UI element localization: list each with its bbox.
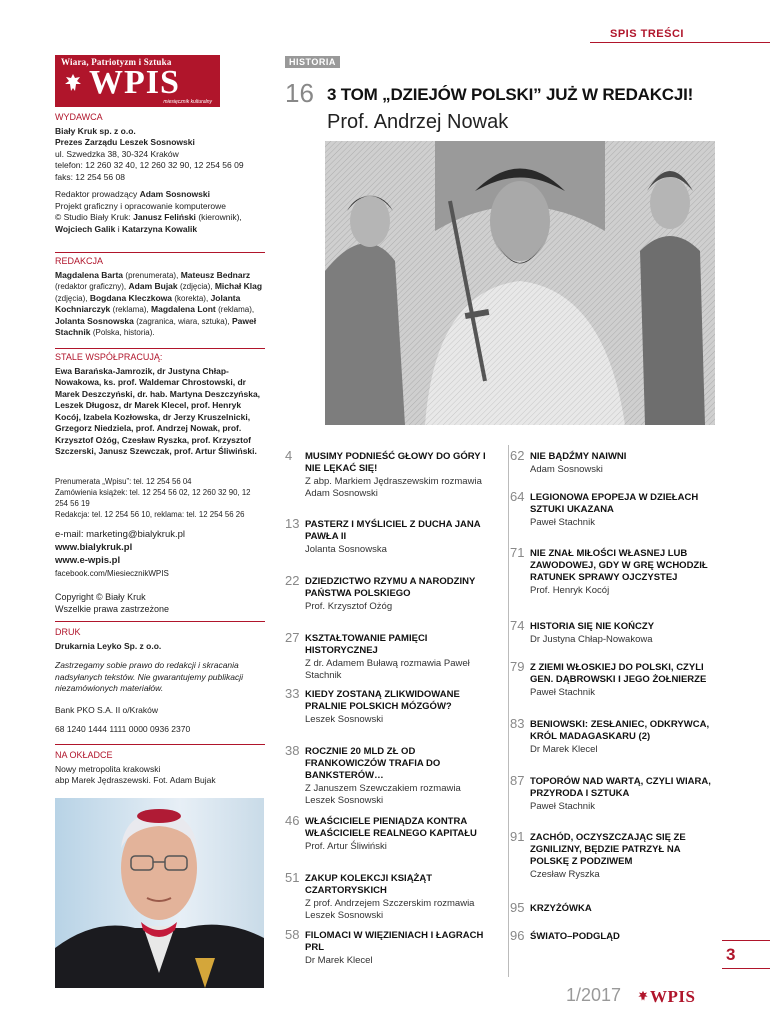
eagle-icon: [61, 71, 85, 95]
toc-page-number: 22: [285, 573, 300, 588]
wpis-logo: [55, 55, 220, 107]
toc-title[interactable]: HISTORIA SIĘ NIE KOŃCZY: [530, 621, 655, 632]
toc-page-number: 74: [510, 618, 525, 633]
toc-byline: Dr Justyna Chłap-Nowakowa: [530, 634, 653, 645]
design-line: Projekt graficzny i opracowanie komputerowe: [55, 200, 227, 211]
toc-byline: Prof. Artur Śliwiński: [305, 841, 387, 852]
publisher-fax: faks: 12 254 56 08: [55, 171, 125, 182]
toc-page-number: 51: [285, 870, 300, 885]
toc-byline: Adam Sosnowski: [305, 488, 378, 499]
engraving-king: [325, 141, 715, 425]
staff-name: Michał Klag: [214, 281, 263, 291]
druk-label: DRUK: [55, 627, 81, 637]
toc-page-number: 4: [285, 448, 293, 463]
staff-name: Bogdana Kleczkowa: [89, 292, 173, 303]
redakcja-list: [55, 270, 265, 339]
logo-subtitle: miesięcznik kulturalny: [163, 99, 212, 105]
page-number: 3: [726, 945, 736, 964]
footer-logo: WPIS: [636, 987, 695, 1007]
staff-name: Jolanta Sosnowska: [55, 315, 134, 326]
toc-byline: Leszek Sosnowski: [305, 910, 384, 921]
staff-role: (reklama),: [112, 305, 149, 314]
publisher-block: [55, 112, 265, 235]
bank: Bank PKO S.A. II o/Kraków: [55, 704, 158, 715]
toc-title[interactable]: BENIOWSKI: ZESŁANIEC, ODKRYWCA, KRÓL MADAGASKARU (2): [530, 719, 710, 742]
toc-page-number: 64: [510, 489, 525, 504]
toc-byline: Z dr. Adamem Buławą rozmawia Paweł: [305, 658, 470, 669]
disclaimer: Zastrzegamy sobie prawo do redakcji i skracania nadsyłanych tekstów. Nie gwarantujemy publikacji niezamówionych materiałów.: [55, 660, 244, 693]
toc-page-number: 95: [510, 900, 525, 915]
toc-byline: Leszek Sosnowski: [305, 714, 384, 725]
issue-number: 1/2017: [566, 985, 622, 1005]
toc-title[interactable]: ZACHÓD, OCZYSZCZAJĄC SIĘ ZE ZGNILIZNY, BĘDZIE PATRZYŁ NA POLSKĘ Z PODZIWEM: [530, 832, 686, 867]
category-badge: HISTORIA: [285, 56, 340, 68]
toc-byline: Leszek Sosnowski: [305, 795, 384, 806]
publisher-address: ul. Szwedzka 38, 30-324 Kraków: [55, 148, 179, 159]
publisher-president: Prezes Zarządu Leszek Sosnowski: [55, 137, 195, 147]
redakcja-tel-line: Redakcja: tel. 12 254 56 10, reklama: tel. 12 254 56 26: [55, 510, 245, 519]
stale-text: Ewa Barańska-Jamrozik, dr Justyna Chłap-Nowakowa, ks. prof. Waldemar Chrostowski, dr Marek Deszczyński, dr. hab. Martyna Deszczyńska, Leszek Długosz, dr Marek Klecel, prof. Henryk Kocój, Izabela Kozłowska, dr Jerzy Kruszelnicki, Grzegorz Niedziela, prof. Andrzej Nowak, prof. Krzysztof Ożóg, Czesław Ryszka, prof. Krzysztof Szczerski, Janusz Szewczak, prof. Artur Śliwiński.: [55, 365, 261, 456]
toc-byline: Z prof. Andrzejem Szczerskim rozmawia: [305, 898, 475, 909]
toc-title[interactable]: KIEDY ZOSTANĄ ZLIKWIDOWANE PRALNIE POLSKICH MÓZGÓW?: [305, 689, 460, 712]
toc-page-number: 38: [285, 743, 300, 758]
toc-byline: Prof. Henryk Kocój: [530, 585, 610, 596]
toc-title[interactable]: ZAKUP KOLEKCJI KSIĄŻĄT CZARTORYSKICH: [305, 873, 433, 896]
cover-block: [55, 750, 265, 787]
toc-page-number: 62: [510, 448, 525, 463]
toc-byline: Adam Sosnowski: [530, 464, 603, 475]
feature-illustration: [325, 141, 715, 425]
staff-role: (zagranica, wiara, sztuka),: [136, 316, 230, 326]
toc-byline: Paweł Stachnik: [530, 517, 595, 528]
toc-page-number: 87: [510, 773, 525, 788]
cover-photo: [55, 798, 264, 988]
staff-name: Jolanta Kochniarczyk: [55, 292, 241, 314]
toc-title[interactable]: WŁAŚCICIELE PIENIĄDZA KONTRA WŁAŚCICIELE REALNEGO KAPITAŁU: [305, 816, 477, 839]
toc-divider: [508, 445, 509, 977]
druk-name: Drukarnia Leyko Sp. z o.o.: [55, 640, 162, 651]
email-link[interactable]: e-mail: marketing@bialykruk.pl: [55, 529, 186, 540]
toc-title[interactable]: NIE BĄDŹMY NAIWNI: [530, 451, 627, 462]
toc-page-number: 27: [285, 630, 300, 645]
toc-page-number: 46: [285, 813, 300, 828]
publisher-name: Biały Kruk sp. z o.o.: [55, 125, 136, 136]
toc-byline: Paweł Stachnik: [530, 801, 595, 812]
staff-name: Magdalena Barta: [55, 269, 124, 280]
header-rule: [590, 42, 770, 43]
toc-byline: Dr Marek Klecel: [305, 955, 373, 966]
cover-line-1: Nowy metropolita krakowski: [55, 763, 161, 774]
divider: [55, 744, 265, 745]
toc-page-number: 58: [285, 927, 300, 942]
cover-line-2: abp Marek Jędraszewski. Fot. Adam Bujak: [55, 775, 216, 785]
toc-page-number: 79: [510, 659, 525, 674]
staff-role: (zdjęcia),: [55, 293, 88, 303]
toc-title[interactable]: MUSIMY PODNIEŚĆ GŁOWY DO GÓRY I NIE LĘKAĆ SIĘ!: [305, 451, 486, 474]
copyright-block: [55, 592, 265, 615]
toc-title[interactable]: ROCZNIE 20 MLD ZŁ OD FRANKOWICZÓW TRAFIA DO BANKSTERÓW…: [305, 746, 441, 781]
studio-line-2: Wojciech Galik i Katarzyna Kowalik: [55, 223, 198, 234]
zamowienia-line: Zamówienia książek: tel. 12 254 56 02, 12 260 32 90, 12 254 56 19: [55, 488, 251, 508]
staff-name: Adam Bujak: [128, 281, 178, 291]
divider: [55, 252, 265, 253]
staff-name: Mateusz Bednarz: [180, 269, 251, 280]
www-link-2[interactable]: www.e-wpis.pl: [55, 555, 121, 566]
toc-title[interactable]: TOPORÓW NAD WARTĄ, CZYLI WIARA, PRZYRODA I SZTUKA: [530, 776, 711, 799]
staff-name: Paweł Stachnik: [55, 315, 257, 337]
staff-role: (korekta),: [174, 293, 209, 303]
www-link-1[interactable]: www.bialykruk.pl: [55, 542, 133, 553]
section-header: SPIS TREŚCI: [610, 28, 684, 40]
web-block: [55, 528, 265, 580]
toc-title[interactable]: NIE ZNAŁ MIŁOŚCI WŁASNEJ LUB ZAWODOWEJ, GDY W GRĘ WCHODZIŁ RATUNEK SPRAWY OJCZYSTEJ: [530, 548, 708, 583]
toc-title[interactable]: KSZTAŁTOWANIE PAMIĘCI HISTORYCZNEJ: [305, 633, 428, 656]
toc-page-number: 91: [510, 829, 525, 844]
staff-role: (prenumerata),: [125, 270, 179, 280]
toc-byline: Jolanta Sosnowska: [305, 544, 387, 555]
page-rule-top: [722, 940, 770, 941]
toc-title[interactable]: KRZYŻÓWKA: [530, 903, 592, 914]
eagle-icon: [636, 989, 650, 1003]
toc-title[interactable]: PASTERZ I MYŚLICIEL Z DUCHA JANA PAWŁA II: [305, 519, 481, 542]
logo-name: WPIS: [89, 64, 180, 101]
stale-block: [55, 352, 265, 458]
toc-byline: Prof. Krzysztof Ożóg: [305, 601, 393, 612]
logo-tagline: Wiara, Patriotyzm i Sztuka: [61, 57, 172, 67]
toc-byline: Dr Marek Klecel: [530, 744, 598, 755]
staff-name: Magdalena Lont: [151, 304, 216, 314]
feature-page-number: 16: [285, 78, 314, 108]
staff-role: (zdjęcia),: [180, 282, 213, 291]
facebook-link[interactable]: facebook.com/MiesiecznikWPIS: [55, 569, 169, 578]
page-rule-bottom: [722, 968, 770, 969]
toc-byline: Czesław Ryszka: [530, 869, 600, 880]
toc-byline: Z Januszem Szewczakiem rozmawia: [305, 783, 461, 794]
feature-author: Prof. Andrzej Nowak: [327, 111, 509, 133]
toc-title[interactable]: FILOMACI W WIĘZIENIACH I ŁAGRACH PRL: [305, 930, 484, 953]
contacts-block: [55, 476, 265, 520]
toc-byline: Paweł Stachnik: [530, 687, 595, 698]
toc-page-number: 33: [285, 686, 300, 701]
studio-line: © Studio Biały Kruk: Janusz Feliński (kierownik),: [55, 212, 242, 222]
stale-label: STALE WSPÓŁPRACUJĄ:: [55, 352, 163, 362]
staff-role: (reklama),: [218, 305, 255, 314]
toc-title[interactable]: Z ZIEMI WŁOSKIEJ DO POLSKI, CZYLI GEN. DĄBROWSKI I JEGO ŻOŁNIERZE: [530, 662, 707, 685]
toc-page-number: 83: [510, 716, 525, 731]
feature-title[interactable]: 3 TOM „DZIEJÓW POLSKI” JUŻ W REDAKCJI!: [327, 85, 694, 104]
divider: [55, 348, 265, 349]
redakcja-block: [55, 256, 265, 339]
toc-page-number: 71: [510, 545, 525, 560]
wydawca-label: WYDAWCA: [55, 112, 103, 122]
copyright: Copyright © Biały Kruk: [55, 592, 146, 602]
toc-byline: Z abp. Markiem Jędraszewskim rozmawia: [305, 476, 482, 487]
toc-title[interactable]: DZIEDZICTWO RZYMU A NARODZINY PAŃSTWA POLSKIEGO: [305, 576, 476, 599]
toc-title[interactable]: ŚWIATO–PODGLĄD: [530, 931, 620, 942]
publisher-phones: telefon: 12 260 32 40, 12 260 32 90, 12 254 56 09: [55, 160, 244, 170]
staff-role: (redaktor graficzny),: [55, 282, 127, 291]
archbishop-portrait: [55, 798, 264, 988]
cover-label: NA OKŁADCE: [55, 750, 113, 760]
prenumerata-line: Prenumerata „Wpisu”: tel. 12 254 56 04: [55, 477, 192, 486]
druk-block: [55, 627, 265, 736]
account-number: 68 1240 1444 1111 0000 0936 2370: [55, 724, 191, 734]
redakcja-label: REDAKCJA: [55, 256, 104, 266]
toc-title[interactable]: LEGIONOWA EPOPEJA W DZIEŁACH SZTUKI UKAZANA: [530, 492, 699, 515]
rights: Wszelkie prawa zastrzeżone: [55, 603, 170, 614]
toc-page-number: 13: [285, 516, 300, 531]
staff-role: (Polska, historia).: [92, 328, 155, 337]
toc-byline: Stachnik: [305, 670, 342, 681]
editor-line: Redaktor prowadzący Adam Sosnowski: [55, 189, 210, 199]
divider: [55, 621, 265, 622]
toc-page-number: 96: [510, 928, 525, 943]
